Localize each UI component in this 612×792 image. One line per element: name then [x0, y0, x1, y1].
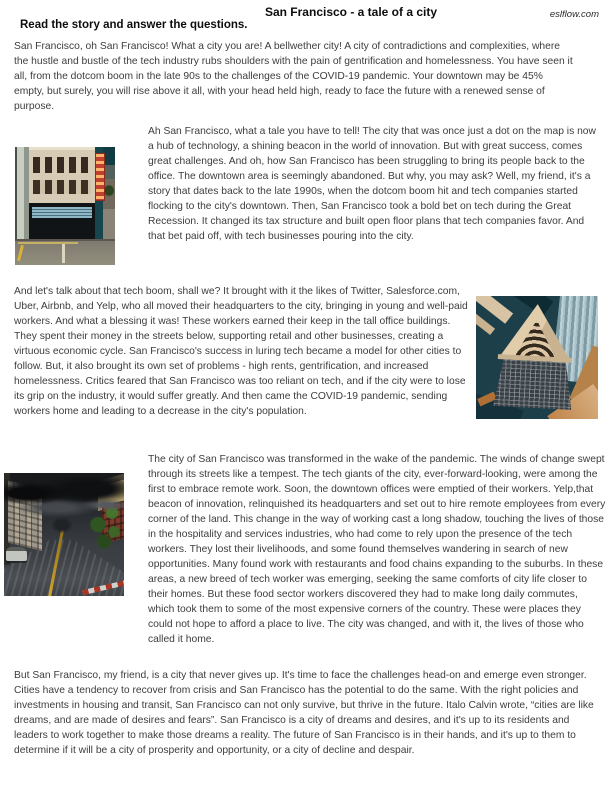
- building-windows: [33, 180, 91, 194]
- paragraph-tale: Ah San Francisco, what a tale you have to tell! The city that was once just a dot on the map is now a hub of technology, a shining beacon in the world of innovation. But with great success, comes great challenges. And oh, how San Francisco has been struggling to bring its people back to the office. The downtown area is seemingly abandoned. But why, you may ask? Well, my friend, it's a story that dates back to the late 1990s, when the dotcom boom hit and tech companies started flocking to the city's downtown. Then, San Francisco took a bold bet on tech during the Great Recession. It changed its tax structure and built open floor plans that tech companies favor. And that bet paid off, with tech businesses pouring into the city.: [148, 126, 596, 242]
- paragraph-pandemic: The city of San Francisco was transformed in the wake of the pandemic. The winds of change swept through its streets like a tempest. The tech giants of the city, ever-forward-looking, were among the first to embrace remote work. Soon, the downtown offices were emptied of their workers. Yelp,that beacon of innovation, relinquished its headquarters and set out to hire remote employees from every corner of the land. This change in the way of working cast a long shadow, touching the lives of those in the hospitality and services industries, who had come to rely upon the presence of the tech workers. They lost their livelihoods, and some found themselves wandering in search of new opportunities. Many found work with restaurants and food chains expanding to the suburbs. In these areas, a new breed of tech worker was emerging, seeking the same comforts of city life closer to their homes. But these food sector workers discovered they had to make long daily commutes, which took them to some of the most expensive corners of the country. These were places they could not hope to afford a place to live. The city was changed, and with it, the lives of those who called it home.: [148, 454, 606, 645]
- aerial-skyscraper-photo: [476, 296, 598, 419]
- road-marking: [18, 242, 78, 244]
- storm-cloud-tail: [44, 511, 80, 539]
- watermark: [98, 260, 113, 263]
- tower-facade-grid: [493, 359, 573, 410]
- garage-street-photo: [15, 147, 115, 265]
- page-title: San Francisco - a tale of a city: [264, 5, 438, 19]
- paragraph-conclusion: But San Francisco, my friend, is a city that never gives up. It's time to face the challenges head-on and emerge even stronger. Cities have a tendency to recover from crisis and San Francisco has the potential to do the same. With the right policies and investments in housing and transit, San Francisco can not only survive, but thrive in the future. Italo Calvin wrote, “cities are like dreams, and are made of desires and fears”. San Francisco is a city of dreams and desires, and it's up to its residents and leaders to work together to make those dreams a reality. The future of San Francisco is in their hands, and it's up to them to determine if it will be a city of prosperity and opportunity, or a city of decline and despair.: [14, 670, 594, 756]
- side-building: [15, 147, 29, 239]
- triangular-tower: [493, 302, 576, 410]
- paragraph-text: And let's talk about that tech boom, shall we? It brought with it the likes of Twitter, Salesforce.com, Uber, Airbnb, and Yelp, who all moved their headquarters to the city, bringing in young and well-paid workers. And what a blessing it was! These workers earned their keep in the tall office buildings. They spent their money in the streets below, supporting retail and other businesses, creating a virtuous economic cycle. San Francisco's success in luring tech became a model for other cities to follow. But, it also brought its own set of problems - high rents, gentrification, and increased homelessness. Critics feared that San Francisco was too reliant on tech, and if the city were to lose its grip on the industry, it would suffer greatly. And then came the COVID-19 pandemic, sending workers home and leading to a decrease in the city's population.: [14, 286, 468, 417]
- site-credit: eslflow.com: [549, 9, 599, 20]
- red-vertical-sign: [95, 153, 105, 201]
- street-tree: [104, 185, 114, 197]
- watermark: [581, 414, 596, 417]
- garage-door-slats: [32, 207, 92, 218]
- paragraph-intro: San Francisco, oh San Francisco! What a city you are! A bellwether city! A city of contradictions and complexities, where the hustle and bustle of the tech industry rubs shoulders with the pain of gentrification and homelessness. You have seen it all, from the dotcom boom in the late 90s to the challenges of the COVID-19 pandemic. Your downtown may be 45% empty, but surely, you will rise above it all, with your head held high, ready to face the future with a renewed sense of purpose.: [14, 41, 573, 112]
- road-marking: [62, 244, 65, 263]
- stormy-street-illustration: [4, 473, 124, 596]
- instruction-heading: Read the story and answer the questions.: [20, 19, 248, 31]
- stone-building: [29, 147, 95, 206]
- parked-car: [6, 547, 27, 561]
- paragraph-tech-boom: [14, 284, 598, 427]
- building-windows: [33, 157, 91, 173]
